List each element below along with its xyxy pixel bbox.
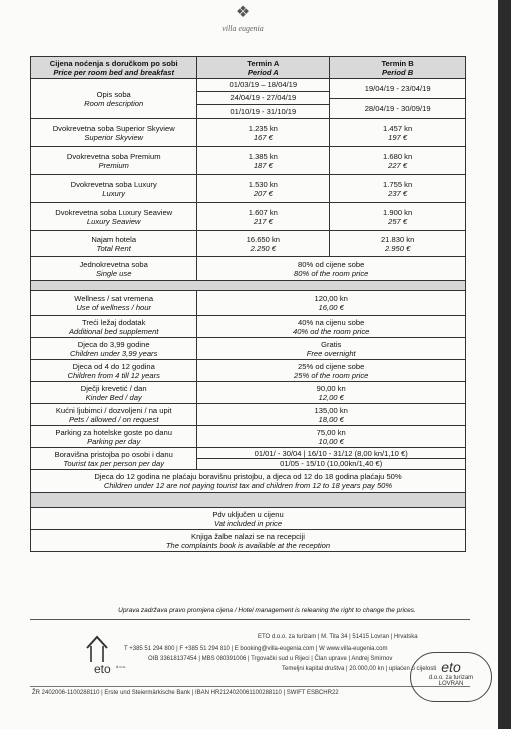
villa-logo-icon: ❖ [235, 4, 251, 21]
cell-text: 257 € [388, 216, 408, 226]
cell-text: Use of wellness / hour [76, 303, 152, 312]
table-cell [330, 203, 466, 231]
cell-text: Gratis [321, 339, 342, 349]
table-cell [31, 119, 197, 147]
cell-text: Dječji krevetić / dan [80, 383, 147, 393]
table-cell [31, 291, 197, 316]
cell-text: 25% od cijene sobe [298, 361, 365, 371]
cell-text: Luxury Seaview [86, 216, 141, 226]
cell-text: 1.755 kn [383, 179, 413, 189]
footer-divider [30, 619, 470, 620]
cell-text: 1.235 kn [248, 123, 278, 133]
table-row [31, 382, 466, 404]
table-cell [330, 175, 466, 203]
price-table [30, 56, 466, 552]
cell-text: Djeca od 4 do 12 godina [72, 361, 155, 371]
table-cell [31, 316, 197, 338]
company-stamp [410, 652, 492, 702]
table-row [31, 203, 466, 231]
table-row [31, 147, 466, 175]
cell-text: Tourist tax per person per day [63, 458, 164, 468]
table-cell [31, 257, 197, 281]
table-cell [197, 338, 466, 360]
cell-text: 197 € [388, 132, 408, 142]
cell-text: 01/05 - 15/10 (10,00kn/1,40 €) [280, 459, 383, 468]
table-cell [31, 79, 197, 119]
cell-text: 1.385 kn [248, 151, 278, 161]
brand-name: villa eugenia [222, 24, 264, 33]
table-cell [31, 175, 197, 203]
eto-logo: eto [94, 662, 111, 676]
table-cell [31, 281, 466, 291]
table-cell [197, 291, 466, 316]
cell-text: 80% of the room price [294, 268, 369, 278]
scan-edge [498, 0, 511, 729]
cell-text: Children from 4 till 12 years [67, 370, 160, 380]
table-cell [31, 147, 197, 175]
cell-text: 16.650 kn [246, 234, 280, 244]
table-cell [330, 119, 466, 147]
table-row [31, 426, 466, 448]
cell-text: 1.457 kn [383, 123, 413, 133]
cell-text: Termin B [381, 58, 414, 68]
cell-text: Pets / allowed / on request [68, 414, 159, 424]
cell-text: 12,00 € [318, 392, 344, 402]
cell-text: Price per room bed and breakfast [53, 67, 175, 77]
table-cell [197, 175, 330, 203]
cell-text: Children under 12 are not paying tourist tax and children from 12 to 18 years pay 50% [103, 481, 393, 490]
table-cell [197, 257, 466, 281]
cell-text: Total Rent [96, 243, 131, 253]
table-row [31, 119, 466, 147]
table-cell [197, 448, 466, 470]
cell-text: Najam hotela [91, 234, 137, 244]
footer-contact: T +385 51 294 800 | F +385 51 294 810 | E booking@villa-eugenia.com | W www.villa-eugenia.com [124, 646, 388, 652]
cell-text: Dvokrevetna soba Superior Skyview [52, 123, 175, 133]
cell-text: 75,00 kn [316, 427, 346, 437]
table-cell [31, 203, 197, 231]
cell-text: 90,00 kn [316, 383, 346, 393]
cell-text: LOVRAN [438, 681, 464, 687]
table-cell [197, 231, 330, 257]
cell-text: Dvokrevetna soba Luxury Seaview [55, 207, 173, 217]
table-cell [197, 382, 466, 404]
cell-text: Period A [247, 67, 279, 77]
cell-text: Wellness / sat vremena [74, 294, 154, 303]
table-cell [31, 448, 197, 470]
table-cell [31, 426, 197, 448]
single-use-row [31, 257, 466, 281]
eto-logo-sub: d.o.o. [116, 664, 127, 669]
cell-text: Dvokrevetna soba Luxury [70, 179, 157, 189]
table-cell [197, 426, 466, 448]
cell-text: The complaints book is available at the reception [165, 540, 331, 550]
cell-text: 2.250 € [250, 243, 276, 253]
cell-text: 1.680 kn [383, 151, 413, 161]
price-change-note: Uprava zadržava pravo promjena cijena / Hotel management is releaning the right to change the prices. [118, 607, 416, 614]
period-b-head [330, 57, 466, 79]
footer-capital: Temeljni kapital društva | 20.000,00 kn | uplaćen u cijelosti [282, 666, 437, 672]
cell-text: 167 € [253, 132, 273, 142]
cell-text: Premium [98, 160, 129, 170]
cell-text: 187 € [253, 160, 273, 170]
cell-text: 237 € [388, 188, 408, 198]
table-cell [197, 360, 466, 382]
cell-text: Djeca do 3,99 godine [77, 339, 150, 349]
section-divider [31, 493, 466, 508]
table-cell [31, 404, 197, 426]
table-cell [31, 530, 466, 552]
footer-divider [30, 686, 470, 687]
cell-text: 207 € [253, 188, 273, 198]
cell-text: 2.950 € [384, 243, 411, 253]
cell-text: Kućni ljubimci / dozvoljeni / na upit [55, 405, 172, 415]
cell-text: d.o.o. za turizam [428, 675, 474, 681]
footer-company: ETO d.o.o. za turizam | M. Tita 34 | 51415 Lovran | Hrvatska [258, 634, 418, 640]
period-a-dates: 01/10/19 - 31/10/19 [230, 107, 297, 116]
cell-text: 25% of the room price [294, 370, 369, 380]
cell-text: Knjiga žalbe nalazi se na recepciji [191, 531, 305, 541]
section-divider [31, 281, 466, 291]
period-a-head [197, 57, 330, 79]
cell-text: 135,00 kn [314, 405, 348, 415]
cell-text: 227 € [388, 160, 408, 170]
cell-text: 217 € [253, 216, 273, 226]
cell-text: Single use [95, 268, 132, 278]
table-cell [31, 508, 466, 530]
table-cell [197, 203, 330, 231]
cell-text: Cijena noćenja s doručkom po sobi [49, 58, 178, 68]
cell-text: Djeca do 12 godina ne plaćaju boravišnu pristojbu, a djeca od 12 do 18 godina plaćaju 50% [94, 472, 402, 481]
period-b-dates: 28/04/19 - 30/09/19 [364, 104, 431, 113]
cell-text: 1.900 kn [383, 207, 413, 217]
table-cell [330, 231, 466, 257]
vat-row [31, 508, 466, 530]
table-cell [197, 316, 466, 338]
period-a-dates: 24/04/19 - 27/04/19 [197, 92, 329, 105]
cell-text: 01/01/ - 30/04 | 16/10 - 31/12 (8,00 kn/1,10 €) [197, 449, 465, 459]
children-tax-row [31, 470, 466, 493]
cell-text: 1.530 kn [248, 179, 278, 189]
table-cell [197, 147, 330, 175]
cell-text: Opis soba [96, 89, 131, 99]
cell-text: 80% od cijene sobe [298, 259, 365, 269]
cell-text: Termin A [247, 58, 280, 68]
table-cell [31, 470, 466, 493]
table-cell [31, 360, 197, 382]
cell-text: Parking per day [87, 436, 141, 446]
cell-text: Luxury [102, 188, 126, 198]
cell-text: 10,00 € [318, 436, 344, 446]
table-row [31, 175, 466, 203]
cell-text: Vat included in price [213, 518, 283, 528]
period-b-dates: 19/04/19 - 23/04/19 [330, 79, 465, 99]
table-row [31, 231, 466, 257]
cell-text: Jednokrevetna soba [79, 259, 148, 269]
table-cell [330, 147, 466, 175]
cell-text: 40% od the room price [292, 326, 370, 336]
cell-text: Boravišna pristojba po osobi i danu [54, 449, 173, 459]
cell-text: 18,00 € [318, 414, 344, 424]
cell-text: 21.830 kn [380, 234, 415, 244]
table-cell [31, 382, 197, 404]
period-a-dates: 01/03/19 – 18/04/19 [197, 79, 329, 92]
cell-text: Treći ležaj dodatak [81, 317, 146, 327]
cell-text: Children under 3,99 years [70, 348, 158, 358]
room-description-row [31, 79, 466, 119]
cell-text: Additional bed supplement [68, 326, 159, 336]
cell-text: Parking za hotelske goste po danu [55, 427, 172, 437]
cell-text: Room description [84, 98, 144, 108]
table-row [31, 404, 466, 426]
cell-text: Kinder Bed / day [85, 392, 142, 402]
cell-text: Free overnight [306, 348, 356, 358]
cell-text: 16,00 € [318, 303, 344, 312]
table-cell [31, 493, 466, 508]
cell-text: eto [441, 659, 461, 675]
footer-bank: ŽR 2402006-1100288110 | Erste und Steiermärkische Bank | IBAN HR2124020061100288110 | SWIFT ESBCHR22 [32, 690, 339, 696]
table-cell [197, 79, 330, 119]
table-row [31, 360, 466, 382]
table-head-cell [31, 57, 197, 79]
cell-text: 40% na cijenu sobe [298, 317, 365, 327]
cell-text: Period B [382, 67, 414, 77]
cell-text: 1.607 kn [248, 207, 278, 217]
table-row [31, 291, 466, 316]
table-row [31, 448, 466, 470]
cell-text: Superior Skyview [84, 132, 144, 142]
cell-text: Pdv uključen u cijenu [212, 509, 284, 519]
cell-text: 120,00 kn [314, 294, 348, 303]
table-row [31, 316, 466, 338]
table-row [31, 338, 466, 360]
table-cell [31, 338, 197, 360]
table-cell [197, 404, 466, 426]
footer-registry: OIB 33618137454 | MBS 080391006 | Trgovački sud u Rijeci | Član uprave | Andrej Smirnov [148, 656, 393, 662]
table-cell [31, 231, 197, 257]
complaints-row [31, 530, 466, 552]
table-cell [330, 79, 466, 119]
table-cell [197, 119, 330, 147]
cell-text: Dvokrevetna soba Premium [66, 151, 161, 161]
